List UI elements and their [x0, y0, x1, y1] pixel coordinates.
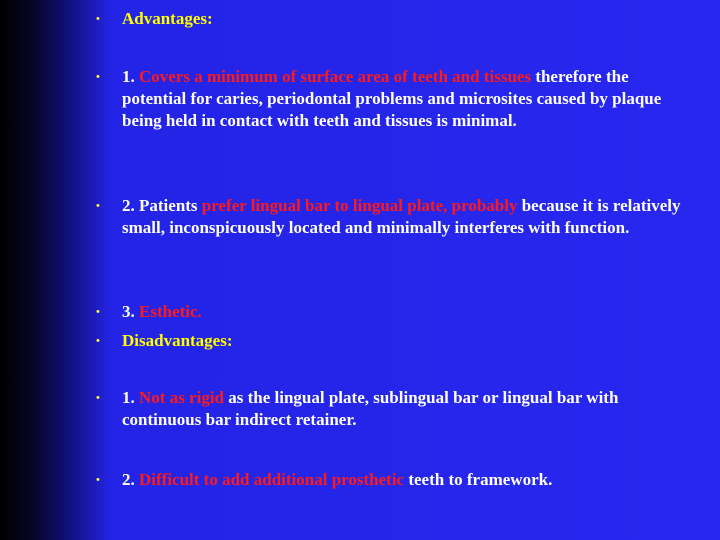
advantage-2-highlight: prefer lingual bar to lingual plate, probably [201, 196, 518, 215]
advantage-2-text: because it is relatively small, inconspicuously located and minimally interferes with function. [122, 196, 681, 237]
disadvantage-1-text: as the lingual plate, sublingual bar or lingual bar with continuous bar indirect retainer. [122, 388, 619, 429]
bullet-disadvantage-1 [96, 387, 696, 431]
bullet-disadvantages-heading [96, 330, 696, 352]
bullet-icon: • [96, 392, 100, 404]
bullet-icon: • [96, 13, 100, 25]
bullet-advantages-heading [96, 8, 696, 30]
disadvantage-1-number: 1. [122, 388, 135, 407]
disadvantage-2-highlight: Difficult to add additional prosthetic [139, 470, 405, 489]
bullet-icon: • [96, 306, 100, 318]
disadvantage-1-highlight: Not as rigid [139, 388, 224, 407]
disadvantage-2-number: 2. [122, 470, 135, 489]
advantage-1-text: therefore the potential for caries, periodontal problems and microsites caused by plaque being held in contact with teeth and tissues is minimal. [122, 67, 662, 130]
advantage-1-number: 1. [122, 67, 135, 86]
bullet-advantage-3 [96, 301, 696, 323]
bullet-icon: • [96, 474, 100, 486]
advantage-2-number: 2. Patients [122, 196, 198, 215]
disadvantage-2-text: teeth to framework. [408, 470, 553, 489]
bullet-icon: • [96, 335, 100, 347]
bullet-disadvantage-2 [96, 469, 696, 491]
advantage-3-highlight: Esthetic. [139, 302, 202, 321]
advantage-1-highlight: Covers a minimum of surface area of teeth and tissues [139, 67, 532, 86]
advantage-3-number: 3. [122, 302, 135, 321]
disadvantages-heading: Disadvantages: [122, 331, 233, 350]
bullet-icon: • [96, 200, 100, 212]
bullet-advantage-1 [96, 66, 696, 132]
advantages-heading: Advantages: [122, 9, 213, 28]
bullet-icon: • [96, 71, 100, 83]
bullet-advantage-2 [96, 195, 696, 239]
